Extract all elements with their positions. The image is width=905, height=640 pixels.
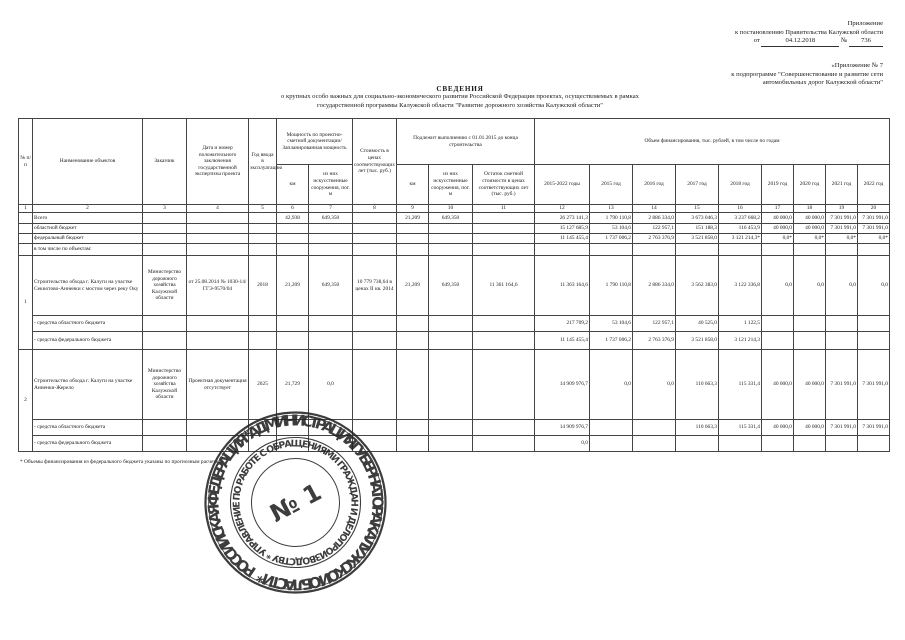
object-2-fin-2: 0,0 [633, 350, 676, 420]
object-2-federal-fin-4 [719, 436, 762, 452]
object-1-federal-fin-0: 11 145 455,4 [535, 332, 590, 350]
seal-outer-text-path: РОССИЙСКАЯ ФЕДЕРАЦИЯ * АДМИНИСТРАЦИЯ ГУБЕРНАТОРА КАЛУЖСКОЙ ОБЛАСТИ * [204, 411, 387, 594]
object-2-expertise: Проектная документация отсутствует [187, 350, 249, 420]
object-2-federal-fin-5 [762, 436, 794, 452]
object-2-federal-fin-8 [858, 436, 890, 452]
object-1-federal-fin-7 [826, 332, 858, 350]
header-year: Год ввода в эксплуатацию [249, 119, 277, 205]
object-2-regional-fin-3: 110 663,3 [676, 420, 719, 436]
object-1-regional-fin-6 [794, 316, 826, 332]
approval-date: 04.12.2018 [761, 37, 839, 47]
col-num-2: 2 [33, 205, 143, 213]
object-1-regional-fin-3: 40 525,0 [676, 316, 719, 332]
object-2-federal-fin-0: 0,0 [535, 436, 590, 452]
col-num-6: 6 [277, 205, 309, 213]
total-done-artificial: 649,350 [429, 213, 473, 224]
object-1-done-km: 21,209 [397, 256, 429, 316]
object-1-fin-4: 3 122 336,8 [719, 256, 762, 316]
object-1-regional-fin-5 [762, 316, 794, 332]
object-1-regional-fin-8 [858, 316, 890, 332]
object-2-row [19, 350, 890, 420]
object-1-row [19, 256, 890, 316]
object-1-year: 2018 [249, 256, 277, 316]
object-2-regional-row [19, 420, 890, 436]
regional-label: областной бюджет [33, 224, 143, 234]
col-num-15: 15 [676, 205, 719, 213]
regional-fin-5: 40 000,0 [762, 224, 794, 234]
appendix-7-line-1: «Приложение № 7 [831, 62, 883, 69]
header-km: км [277, 165, 309, 205]
appendix-7-line-3: автомобильных дорог Калужской области" [762, 79, 883, 87]
object-1-federal-fin-4: 3 121 214,3 [719, 332, 762, 350]
total-fin-8: 7 301 991,0 [858, 213, 890, 224]
appendix-7-block [731, 62, 883, 88]
col-num-4: 4 [187, 205, 249, 213]
federal-fin-1: 1 737 006,2 [590, 234, 633, 244]
object-2-regional-fin-4: 115 331,4 [719, 420, 762, 436]
object-1-fin-3: 3 562 383,0 [676, 256, 719, 316]
col-num-9: 9 [397, 205, 429, 213]
official-seal-stamp [203, 410, 388, 595]
regional-fin-3: 151 188,3 [676, 224, 719, 234]
header-num: № п/п [19, 119, 33, 205]
object-2-regional-fin-6: 40 000,0 [794, 420, 826, 436]
object-1-customer: Министерство дорожного хозяйства Калужской области [143, 256, 187, 316]
federal-fin-4: 3 121 214,3* [719, 234, 762, 244]
object-2-num: 2 [19, 350, 33, 452]
object-2-regional-label: - средства областного бюджета [33, 420, 143, 436]
appendix-7-line-2: к подпрограмме "Совершенствование и развитие сети [731, 70, 883, 78]
regional-fin-7: 7 301 991,0 [826, 224, 858, 234]
col-num-8: 8 [353, 205, 397, 213]
object-1-km: 21,209 [277, 256, 309, 316]
object-2-km: 21,729 [277, 350, 309, 420]
title-line-3: государственной программы Калужской области "Развитие дорожного хозяйства Калужской области" [317, 101, 603, 109]
header-year-8: 2022 год [858, 165, 890, 205]
col-num-16: 16 [719, 205, 762, 213]
object-1-regional-fin-1: 53 104,6 [590, 316, 633, 332]
header-year-0: 2015-2022 годы [535, 165, 590, 205]
total-fin-2: 2 886 334,0 [633, 213, 676, 224]
object-2-fin-0: 14 909 976,7 [535, 350, 590, 420]
object-1-regional-row [19, 316, 890, 332]
col-num-13: 13 [590, 205, 633, 213]
object-2-federal-row [19, 436, 890, 452]
header-year-7: 2021 год [826, 165, 858, 205]
object-2-fin-5: 40 000,0 [762, 350, 794, 420]
object-1-federal-fin-5 [762, 332, 794, 350]
col-num-3: 3 [143, 205, 187, 213]
col-num-18: 18 [794, 205, 826, 213]
total-fin-4: 3 237 668,2 [719, 213, 762, 224]
object-1-name: Строительство обхода г. Калуги на участке Секиотово-Анненки с мостом через реку Оку [33, 256, 143, 316]
federal-fin-2: 2 763 376,9 [633, 234, 676, 244]
object-1-fin-2: 2 886 334,0 [633, 256, 676, 316]
federal-fin-6: 0,0* [794, 234, 826, 244]
object-1-fin-1: 1 790 110,8 [590, 256, 633, 316]
regional-fin-2: 122 957,1 [633, 224, 676, 234]
header-cost: Стоимость в ценах соответствующих лет (тыс. руб.) [353, 119, 397, 205]
object-2-federal-fin-3 [676, 436, 719, 452]
header-expertise: Дата и номер положительного заключения государственной экспертизы проекта [187, 119, 249, 205]
header-artificial: из них искусственные сооружения, пог. м [309, 165, 353, 205]
header-done-km: км [397, 165, 429, 205]
col-num-19: 19 [826, 205, 858, 213]
col-num-20: 20 [858, 205, 890, 213]
object-1-fin-5: 0,0 [762, 256, 794, 316]
total-fin-5: 40 000,0 [762, 213, 794, 224]
col-num-5: 5 [249, 205, 277, 213]
object-2-regional-fin-7: 7 301 991,0 [826, 420, 858, 436]
object-1-regional-fin-2: 122 957,1 [633, 316, 676, 332]
object-1-fin-8: 0,0 [858, 256, 890, 316]
table-body [19, 119, 890, 452]
object-2-fin-6: 40 000,0 [794, 350, 826, 420]
object-2-regional-fin-8: 7 301 991,0 [858, 420, 890, 436]
header-year-6: 2020 год [794, 165, 826, 205]
object-2-fin-8: 7 301 991,0 [858, 350, 890, 420]
header-year-5: 2019 год [762, 165, 794, 205]
object-1-regional-fin-0: 217 709,2 [535, 316, 590, 332]
col-num-1: 1 [19, 205, 33, 213]
object-2-customer: Министерство дорожного хозяйства Калужской области [143, 350, 187, 420]
title-main: СВЕДЕНИЯ [436, 85, 484, 93]
header-year-1: 2015 год [590, 165, 633, 205]
total-fin-7: 7 301 991,0 [826, 213, 858, 224]
federal-fin-0: 11 145 455,4 [535, 234, 590, 244]
approval-number: 736 [849, 37, 883, 47]
object-1-fin-7: 0,0 [826, 256, 858, 316]
col-num-10: 10 [429, 205, 473, 213]
approval-number-prefix: № [841, 37, 848, 45]
object-1-expertise: от 25.08.2014 № 1030-14/ГГЭ-9570/04 [187, 256, 249, 316]
header-name: Наименование объектов [33, 119, 143, 205]
object-1-federal-fin-6 [794, 332, 826, 350]
header-year-4: 2018 год [719, 165, 762, 205]
regional-fin-8: 7 301 991,0 [858, 224, 890, 234]
object-1-remaining: 11 361 164,6 [473, 256, 535, 316]
header-finance-group: Объем финансирования, тыс. рублей, в том числе по годам [535, 119, 890, 165]
approval-line-2: к постановлению Правительства Калужской области [734, 28, 883, 36]
col-num-14: 14 [633, 205, 676, 213]
total-fin-0: 26 273 141,3 [535, 213, 590, 224]
object-1-fin-0: 11 363 164,6 [535, 256, 590, 316]
total-km: 42,938 [277, 213, 309, 224]
header-row-1 [19, 119, 890, 165]
header-remaining: Остаток сметной стоимости в ценах соответствующих лет (тыс. руб.) [473, 165, 535, 205]
regional-fin-4: 116 453,9 [719, 224, 762, 234]
object-2-regional-fin-2 [633, 420, 676, 436]
object-2-federal-fin-1 [590, 436, 633, 452]
object-1-num: 1 [19, 256, 33, 350]
object-2-federal-label: - средства федерального бюджета [33, 436, 143, 452]
object-2-year: 2025 [249, 350, 277, 420]
regional-fin-6: 40 000,0 [794, 224, 826, 234]
object-1-done-artificial: 649,350 [429, 256, 473, 316]
federal-label: федеральный бюджет [33, 234, 143, 244]
total-fin-6: 40 000,0 [794, 213, 826, 224]
total-fin-3: 3 673 046,3 [676, 213, 719, 224]
col-num-7: 7 [309, 205, 353, 213]
header-done-group: Подлежит выполнению с 01.01.2015 до конца строительства [397, 119, 535, 165]
object-1-federal-label: - средства федерального бюджета [33, 332, 143, 350]
object-1-regional-label: - средства областного бюджета [33, 316, 143, 332]
object-2-fin-1: 0,0 [590, 350, 633, 420]
projects-table [18, 118, 890, 452]
total-artificial: 649,350 [309, 213, 353, 224]
column-numbers-row [19, 205, 890, 213]
header-done-artificial: из них искусственные сооружения, пог. м [429, 165, 473, 205]
federal-fin-8: 0,0* [858, 234, 890, 244]
approval-block [735, 20, 883, 47]
approval-date-prefix: от [753, 37, 760, 45]
seal-inner-text-path: УПРАВЛЕНИЕ ПО РАБОТЕ С ОБРАЩЕНИЯМИ ГРАЖДАН И ДЕЛОПРОИЗВОДСТВУ * [231, 438, 360, 567]
total-fin-1: 1 790 110,8 [590, 213, 633, 224]
federal-fin-7: 0,0* [826, 234, 858, 244]
object-1-federal-fin-8 [858, 332, 890, 350]
object-1-regional-fin-4: 1 122,5 [719, 316, 762, 332]
approval-date-line [735, 37, 883, 47]
footnote: * Объемы финансирования из федерального бюджета указаны по прогнозным расчетам [20, 459, 222, 465]
object-2-regional-fin-0: 14 909 976,7 [535, 420, 590, 436]
total-done-km: 21,209 [397, 213, 429, 224]
federal-budget-row [19, 234, 890, 244]
object-1-cost: 10 779 738,64 в ценах II кв. 2014 [353, 256, 397, 316]
object-1-federal-fin-3: 3 521 858,0 [676, 332, 719, 350]
regional-fin-1: 53 104,6 [590, 224, 633, 234]
object-2-federal-fin-7 [826, 436, 858, 452]
total-label: Всего [33, 213, 143, 224]
object-2-federal-fin-2 [633, 436, 676, 452]
object-2-regional-fin-5: 40 000,0 [762, 420, 794, 436]
object-2-federal-fin-6 [794, 436, 826, 452]
col-num-12: 12 [535, 205, 590, 213]
object-2-artificial: 0,0 [309, 350, 353, 420]
regional-budget-row [19, 224, 890, 234]
by-objects-label: в том числе по объектам: [33, 244, 143, 256]
object-1-federal-fin-2: 2 763 376,9 [633, 332, 676, 350]
col-num-17: 17 [762, 205, 794, 213]
object-2-fin-3: 110 663,3 [676, 350, 719, 420]
object-1-federal-row [19, 332, 890, 350]
object-1-artificial: 649,350 [309, 256, 353, 316]
document-title [200, 85, 720, 110]
header-year-2: 2016 год [633, 165, 676, 205]
object-2-name: Строительство обхода г. Калуги на участке Анненки-Жерело [33, 350, 143, 420]
regional-fin-0: 15 127 685,9 [535, 224, 590, 234]
header-customer: Заказчик [143, 119, 187, 205]
col-num-11: 11 [473, 205, 535, 213]
header-year-3: 2017 год [676, 165, 719, 205]
object-1-regional-fin-7 [826, 316, 858, 332]
object-1-federal-fin-1: 1 737 006,2 [590, 332, 633, 350]
object-2-fin-4: 115 331,4 [719, 350, 762, 420]
seal-number: № 1 [265, 477, 327, 528]
federal-fin-3: 3 521 858,0 [676, 234, 719, 244]
federal-fin-5: 0,0* [762, 234, 794, 244]
title-line-2: о крупных особо важных для социально-экономического развития Российской Федерации проектах, осуществляемых в рамках [281, 93, 639, 101]
header-capacity-group: Мощность по проектно-сметной документации/ Запланированная мощность [277, 119, 353, 165]
by-objects-row [19, 244, 890, 256]
total-row [19, 213, 890, 224]
object-1-fin-6: 0,0 [794, 256, 826, 316]
object-2-fin-7: 7 301 991,0 [826, 350, 858, 420]
object-2-regional-fin-1 [590, 420, 633, 436]
approval-line-1: Приложение [847, 20, 883, 27]
